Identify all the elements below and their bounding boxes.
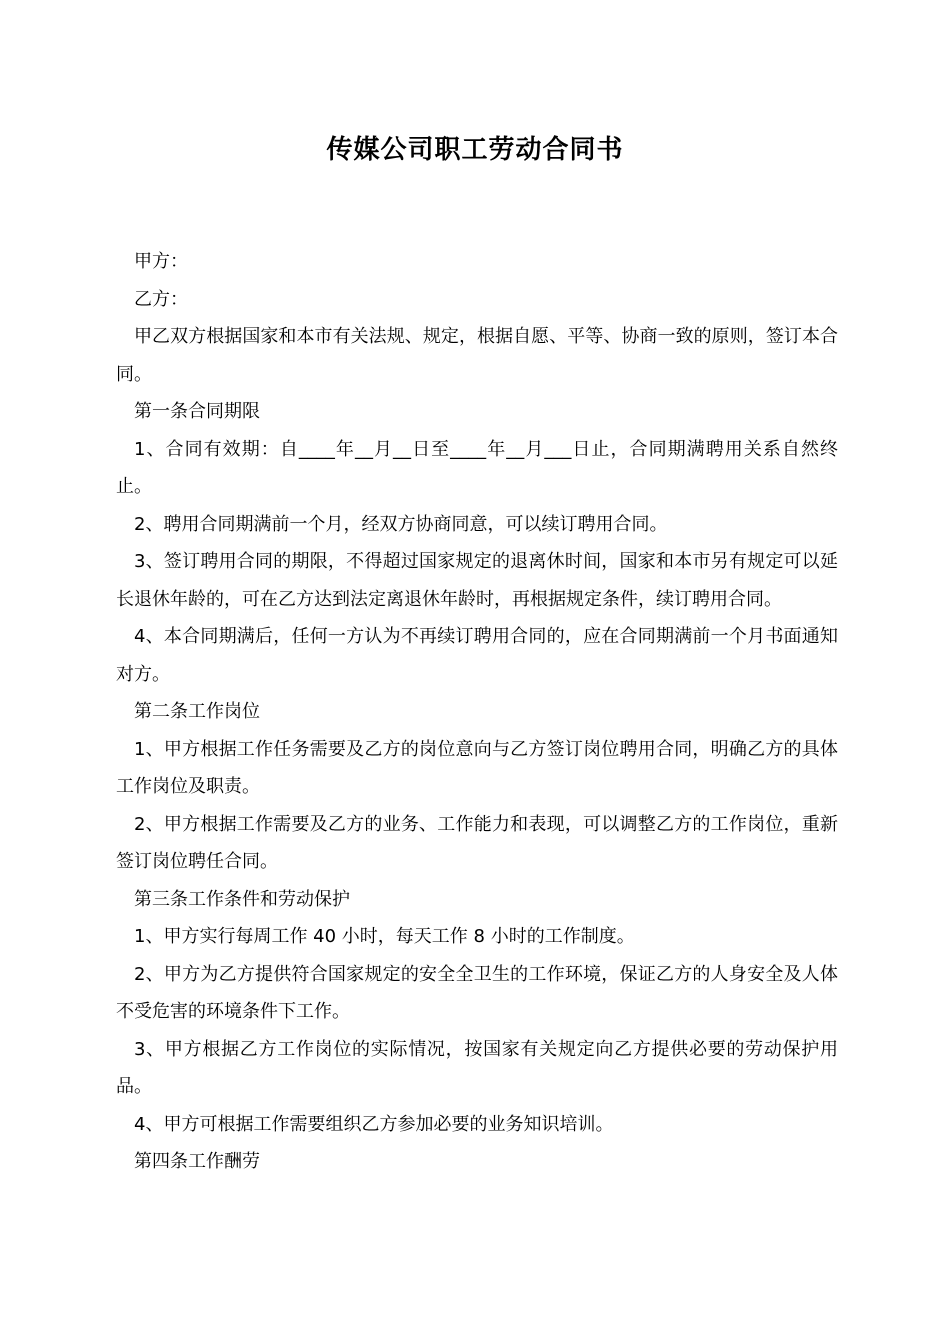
article-1-clause-1: 1、合同有效期：自____年__月__日至____年__月___日止，合同期满聘用关系自然终止。 — [116, 438, 838, 497]
article-2-clause-2: 2、甲方根据工作需要及乙方的业务、工作能力和表现，可以调整乙方的工作岗位，重新签订岗位聘任合同。 — [116, 813, 838, 872]
article-1-clause-4: 4、本合同期满后，任何一方认为不再续订聘用合同的，应在合同期满前一个月书面通知对方。 — [116, 626, 838, 685]
article-3-clause-4: 4、甲方可根据工作需要组织乙方参加必要的业务知识培训。 — [134, 1113, 614, 1135]
article-4-heading: 第四条工作酬劳 — [134, 1151, 260, 1172]
article-1-heading: 第一条合同期限 — [134, 401, 260, 422]
article-3-clause-1: 1、甲方实行每周工作 40 小时，每天工作 8 小时的工作制度。 — [134, 926, 635, 947]
party-b-line: 乙方： — [134, 288, 188, 310]
article-2-heading: 第二条工作岗位 — [134, 701, 260, 722]
document-body — [116, 243, 838, 1181]
party-a-line: 甲方： — [134, 251, 188, 272]
article-3-heading: 第三条工作条件和劳动保护 — [134, 888, 350, 910]
preamble-paragraph: 甲乙双方根据国家和本市有关法规、规定，根据自愿、平等、协商一致的原则，签订本合同。 — [116, 326, 838, 385]
article-3-clause-3: 3、甲方根据乙方工作岗位的实际情况，按国家有关规定向乙方提供必要的劳动保护用品。 — [116, 1038, 838, 1097]
article-3-clause-2: 2、甲方为乙方提供符合国家规定的安全全卫生的工作环境，保证乙方的人身安全及人体不受危害的环境条件下工作。 — [116, 963, 838, 1022]
article-1-clause-2: 2、聘用合同期满前一个月，经双方协商同意，可以续订聘用合同。 — [134, 513, 668, 535]
article-2-clause-1: 1、甲方根据工作任务需要及乙方的岗位意向与乙方签订岗位聘用合同，明确乙方的具体工作岗位及职责。 — [116, 738, 838, 797]
article-1-clause-3: 3、签订聘用合同的期限，不得超过国家规定的退离休时间，国家和本市另有规定可以延长退休年龄的，可在乙方达到法定离退休年龄时，再根据规定条件，续订聘用合同。 — [116, 551, 838, 610]
document-title: 传媒公司职工劳动合同书 — [326, 135, 624, 165]
